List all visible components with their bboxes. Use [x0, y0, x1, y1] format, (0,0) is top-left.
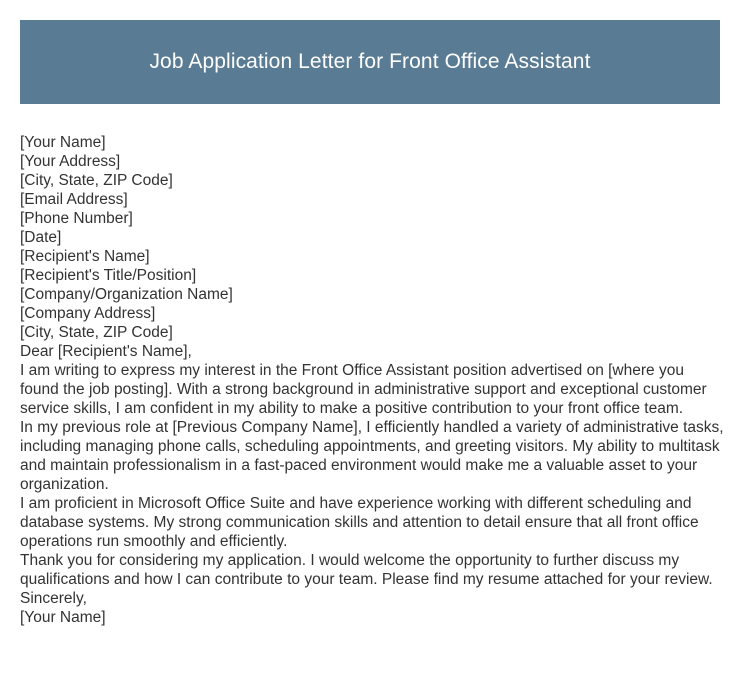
sender-city-state-zip: [City, State, ZIP Code] — [20, 172, 173, 189]
signature-name: [Your Name] — [20, 609, 106, 626]
sender-name: [Your Name] — [20, 134, 106, 151]
letter-header-banner — [20, 20, 720, 104]
page-title: Job Application Letter for Front Office Assistant — [149, 50, 591, 73]
letter-date: [Date] — [20, 229, 62, 246]
recipient-title: [Recipient's Title/Position] — [20, 267, 197, 284]
salutation: Dear [Recipient's Name], — [20, 343, 192, 360]
recipient-city-state-zip: [City, State, ZIP Code] — [20, 324, 173, 341]
sender-phone: [Phone Number] — [20, 210, 133, 227]
recipient-name: [Recipient's Name] — [20, 248, 150, 265]
closing-phrase: Sincerely, — [20, 590, 87, 607]
paragraph-skills: I am proficient in Microsoft Office Suite and have experience working with different scheduling and database systems. My strong communication skills and attention to detail ensure that all front office operations run smoothly and efficiently. — [20, 495, 699, 550]
sender-email: [Email Address] — [20, 191, 128, 208]
letter-body — [20, 133, 724, 627]
sender-address: [Your Address] — [20, 153, 121, 170]
recipient-company: [Company/Organization Name] — [20, 286, 233, 303]
paragraph-intro: I am writing to express my interest in the Front Office Assistant position advertised on [where you found the job posting]. With a strong background in administrative support and exceptional customer service skills, I am confident in my ability to make a positive contribution to your front office team. — [20, 362, 707, 417]
recipient-address: [Company Address] — [20, 305, 156, 322]
paragraph-experience: In my previous role at [Previous Company Name], I efficiently handled a variety of administrative tasks, including managing phone calls, scheduling appointments, and greeting visitors. My ability to multitask and maintain professionalism in a fast-paced environment would make me a valuable asset to your organization. — [20, 419, 724, 493]
paragraph-closing: Thank you for considering my application. I would welcome the opportunity to further discuss my qualifications and how I can contribute to your team. Please find my resume attached for your review. — [20, 552, 713, 588]
